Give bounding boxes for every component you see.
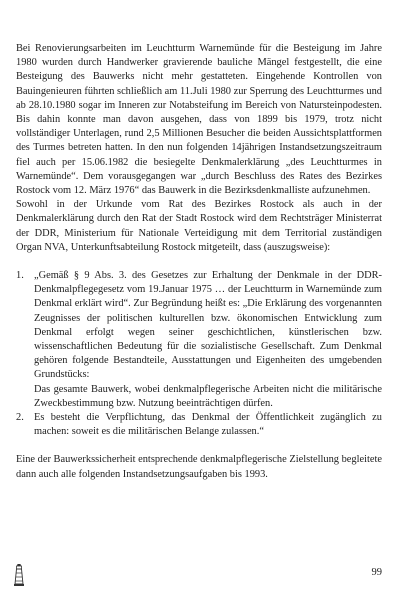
list-item-extra: Das gesamte Bauwerk, wobei denkmalpflegerische Arbeiten nicht die militärische Zweckbestimmung bzw. Nutzung beeinträchtigen dürfen. <box>34 383 382 409</box>
list-item <box>16 411 382 439</box>
intro-paragraph: Bei Renovierungsarbeiten im Leuchtturm Warnemünde für die Besteigung im Jahre 1980 wurden durch Handwerker gravierende bauliche Mängel festgestellt, die eine Besteigung des Bauwerks nicht mehr gestatteten. Eingehende Kontrollen von Bauingenieuren führten schließlich am 11.Juli 1980 zur Sperrung des Leuchtturmes und ab 28.10.1980 sogar im Inneren zur Notabsteifung im Bereich von Natursteinpodesten. Bis dahin konnte man davon ausgehen, dass von 1899 bis 1979, trotz nicht vollständiger Unterlagen, rund 2,5 Millionen Besucher die beiden Aussichtsplattformen des Turmes betreten hatten. In den nun folgenden 14jährigen Instandsetzungszeitraum fiel auch per 15.06.1982 die besiegelte Denkmalerklärung „des Leuchtturmes in Warnemünde“. Dem vorausgegangen war „durch Beschluss des Rates des Bezirkes Rostock vom 12. März 1976“ das Bauwerk in die Bezirksdenkmalliste aufzunehmen. <box>16 43 382 197</box>
list-item-number: 1. <box>16 270 24 282</box>
lighthouse-logo-icon <box>12 563 26 587</box>
page-number: 99 <box>371 567 382 578</box>
list-item <box>16 269 382 411</box>
page-body <box>16 42 382 482</box>
quote-list <box>16 269 382 439</box>
list-item-number: 2. <box>16 412 24 424</box>
lead-paragraph: Sowohl in der Urkunde vom Rat des Bezirkes Rostock als auch in der Denkmalerklärung durch den Rat der Stadt Rostock wird dem Rechtsträger Ministerrat der DDR, Ministerium für Nationale Verteidigung mit dem Territorial zuständigen Organ NVA, Unterkunftsabteilung Rostock mitgeteilt, dass (auszugsweise): <box>16 199 382 253</box>
list-item-text: „Gemäß § 9 Abs. 3. des Gesetzes zur Erhaltung der Denkmale in der DDR-Denkmalpflegegesetz vom 19.Januar 1975 … der Leuchtturm in Warnemünde zum Denkmal erklärt wird“. Zur Begründung heißt es: „Die Erklärung des vorgenannten Zeugnisses der politischen kulturellen bzw. ökonomischen Entwicklung zum Denkmal erfolgt wegen seiner geschichtlichen, künstlerischen bzw. wissenschaftlichen Bedeutung für die sozialistische Gesellschaft. Zum Denkmal gehören folgende Bestandteile, Ausstattungen und Eigenheiten des umgebenden Grundstücks: <box>34 270 382 381</box>
closing-paragraph: Eine der Bauwerkssicherheit entsprechende denkmalpflegerische Zielstellung begleitete dann auch alle folgenden Instandsetzungsaufgaben bis 1993. <box>16 454 382 480</box>
list-item-text: Es besteht die Verpflichtung, das Denkmal der Öffentlichkeit zugänglich zu machen: soweit es die militärischen Belange zulassen.“ <box>34 412 382 438</box>
